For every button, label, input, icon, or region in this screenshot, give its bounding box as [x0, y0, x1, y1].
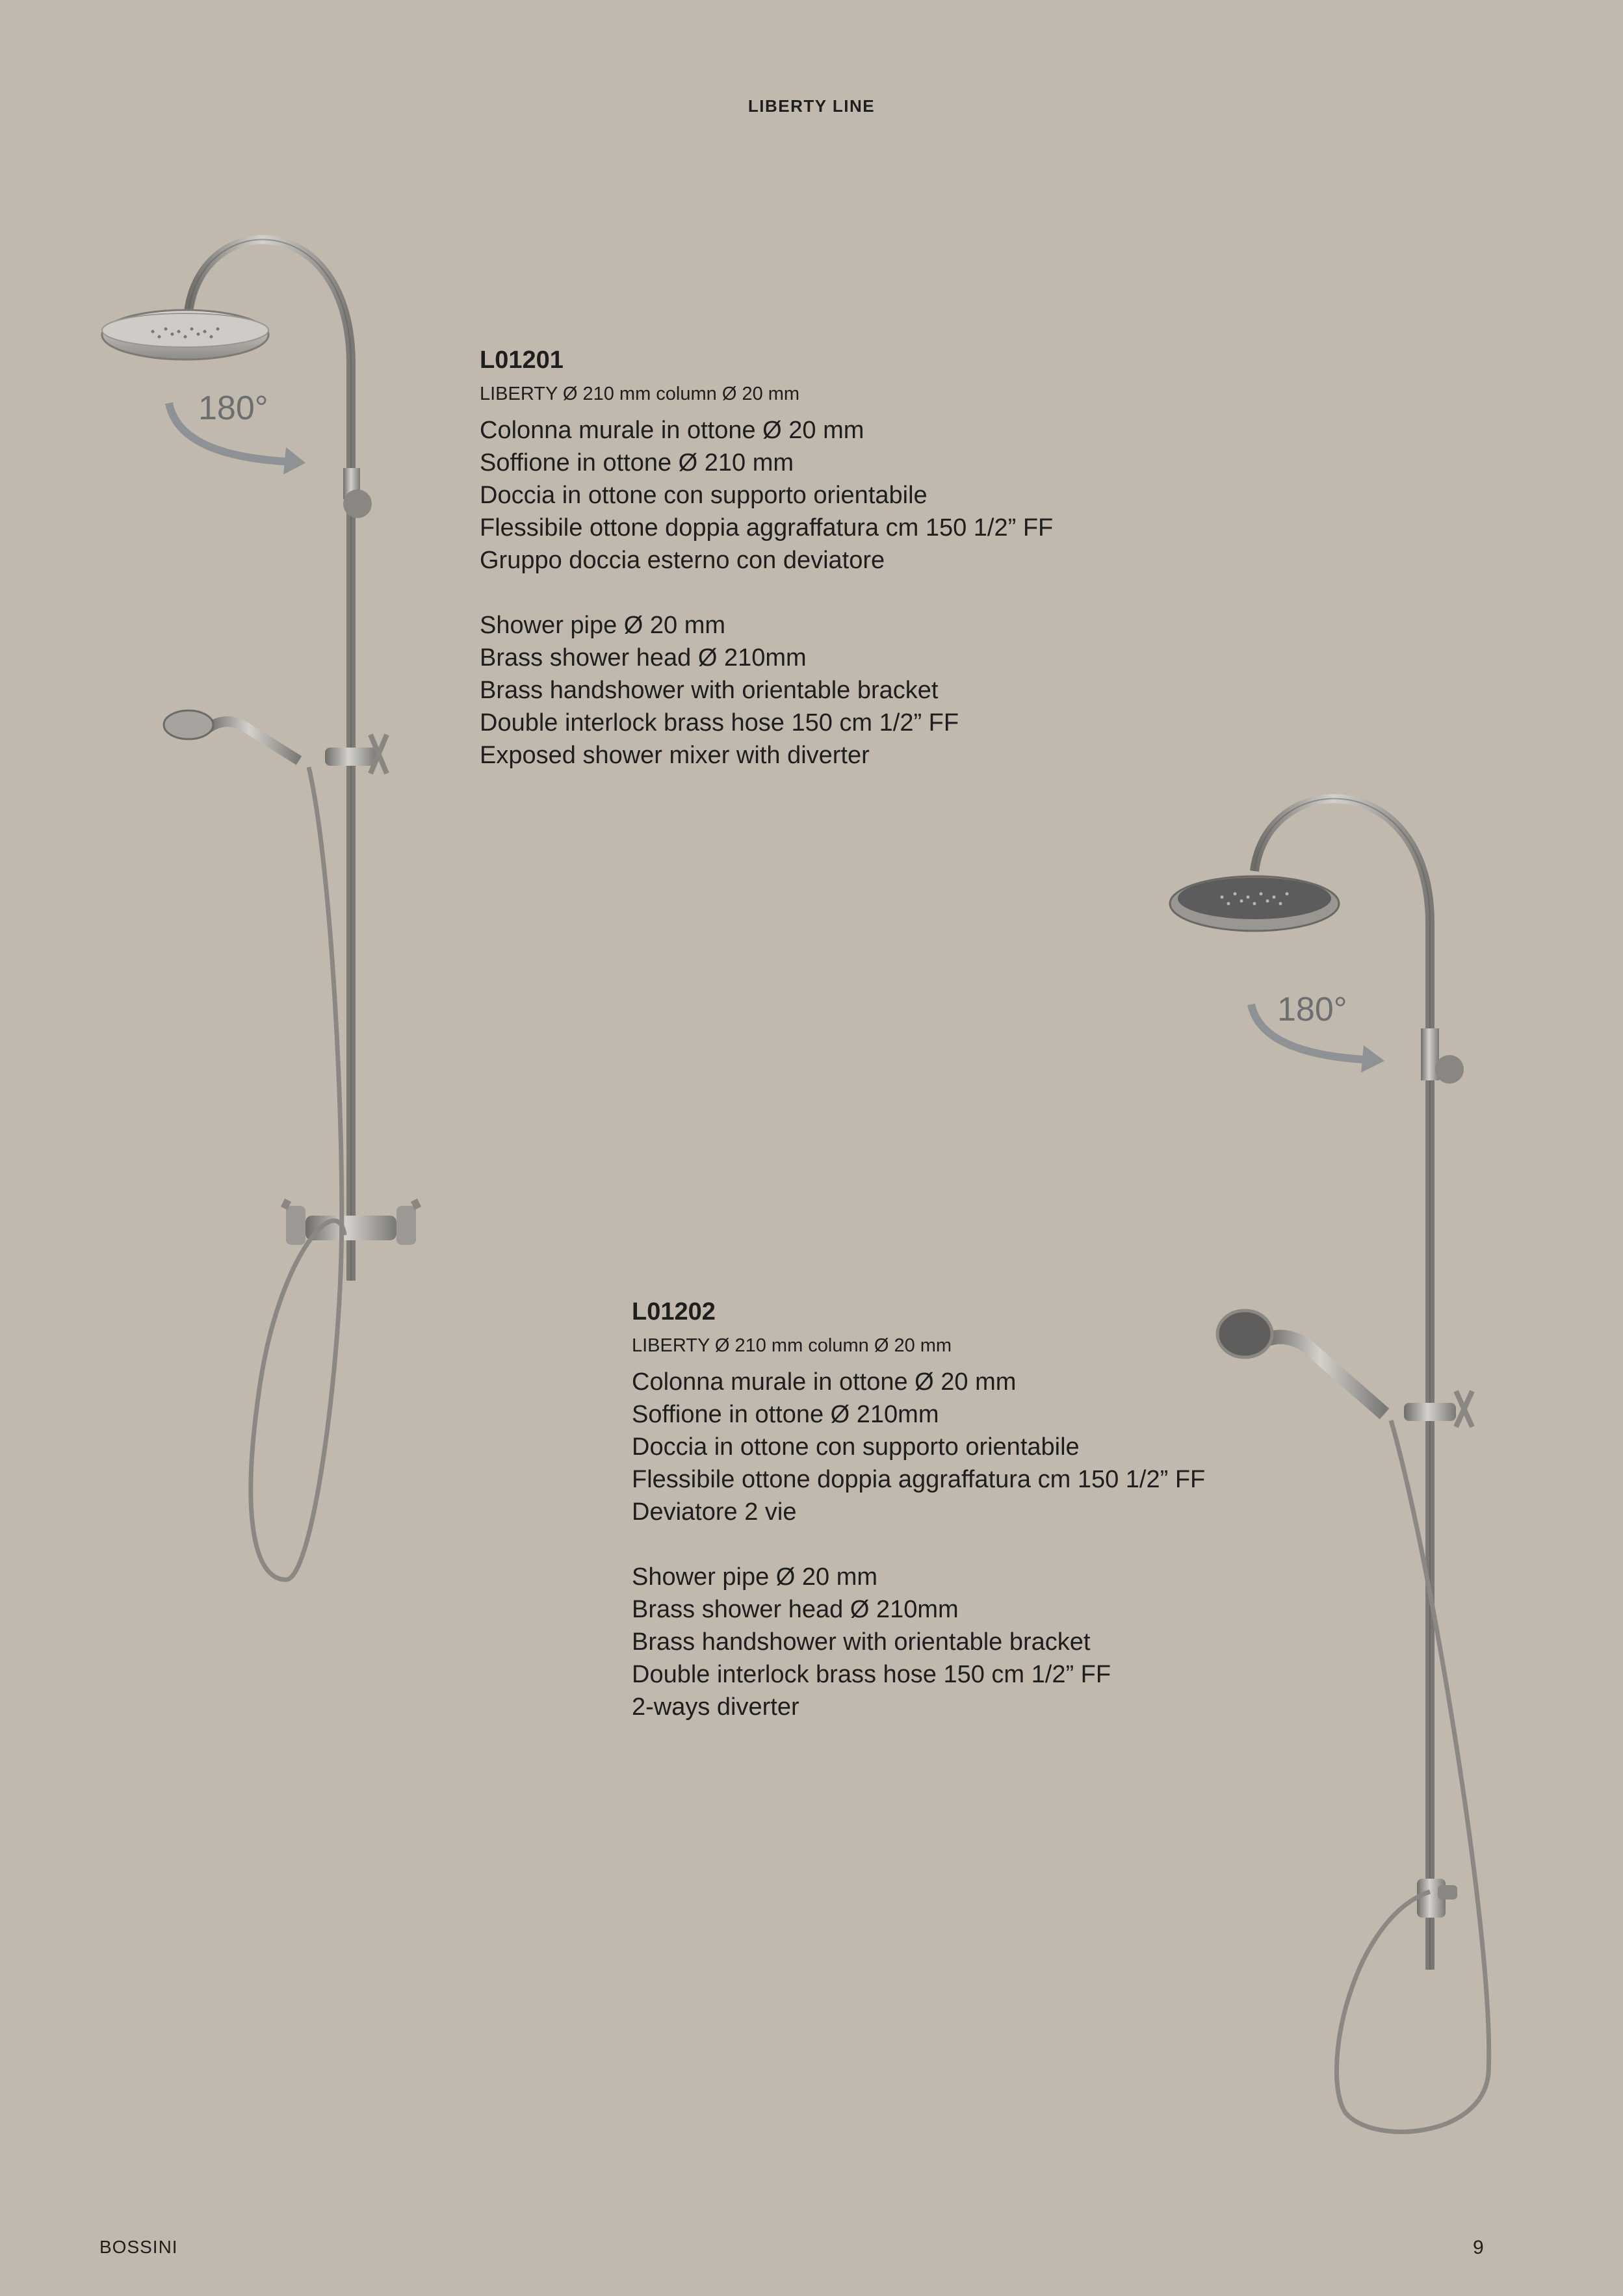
- italian-line: Flessibile ottone doppia aggraffatura cm 150 1/2” FF: [480, 514, 1054, 541]
- italian-line: Doccia in ottone con supporto orientabile: [632, 1433, 1080, 1461]
- english-line: Exposed shower mixer with diverter: [480, 742, 870, 769]
- english-line: Brass handshower with orientable bracket: [632, 1628, 1091, 1656]
- page-number: 9: [1473, 2237, 1484, 2258]
- rotation-label-l01202: 180°: [1277, 991, 1347, 1028]
- product-image-l01202: [1157, 774, 1521, 2145]
- product-description-l01202: [632, 1298, 1205, 1723]
- italian-line: Soffione in ottone Ø 210 mm: [480, 449, 794, 476]
- english-line: 2-ways diverter: [632, 1693, 799, 1721]
- italian-line: Gruppo doccia esterno con deviatore: [480, 547, 885, 574]
- english-line: Double interlock brass hose 150 cm 1/2” FF: [632, 1661, 1111, 1688]
- english-line: Shower pipe Ø 20 mm: [632, 1563, 878, 1591]
- product-code: L01201: [480, 346, 564, 374]
- product-subtitle: LIBERTY Ø 210 mm column Ø 20 mm: [480, 384, 800, 404]
- footer-brand: BOSSINI: [99, 2237, 178, 2257]
- product-description-l01201: [480, 346, 1053, 772]
- english-line: Shower pipe Ø 20 mm: [480, 612, 726, 639]
- italian-line: Colonna murale in ottone Ø 20 mm: [632, 1368, 1017, 1396]
- italian-line: Doccia in ottone con supporto orientabile: [480, 482, 928, 509]
- product-subtitle: LIBERTY Ø 210 mm column Ø 20 mm: [632, 1335, 952, 1356]
- english-line: Double interlock brass hose 150 cm 1/2” FF: [480, 709, 959, 737]
- italian-line: Deviatore 2 vie: [632, 1498, 797, 1526]
- english-line: Brass handshower with orientable bracket: [480, 677, 939, 704]
- english-line: Brass shower head Ø 210mm: [632, 1596, 959, 1623]
- english-line: Brass shower head Ø 210mm: [480, 644, 807, 672]
- italian-line: Flessibile ottone doppia aggraffatura cm 150 1/2” FF: [632, 1466, 1206, 1493]
- product-image-l01201: [91, 215, 455, 1599]
- rotation-label-l01201: 180°: [198, 389, 268, 427]
- page-header-title: LIBERTY LINE: [747, 96, 876, 116]
- italian-line: Colonna murale in ottone Ø 20 mm: [480, 417, 864, 444]
- italian-line: Soffione in ottone Ø 210mm: [632, 1401, 939, 1428]
- product-code: L01202: [632, 1298, 716, 1325]
